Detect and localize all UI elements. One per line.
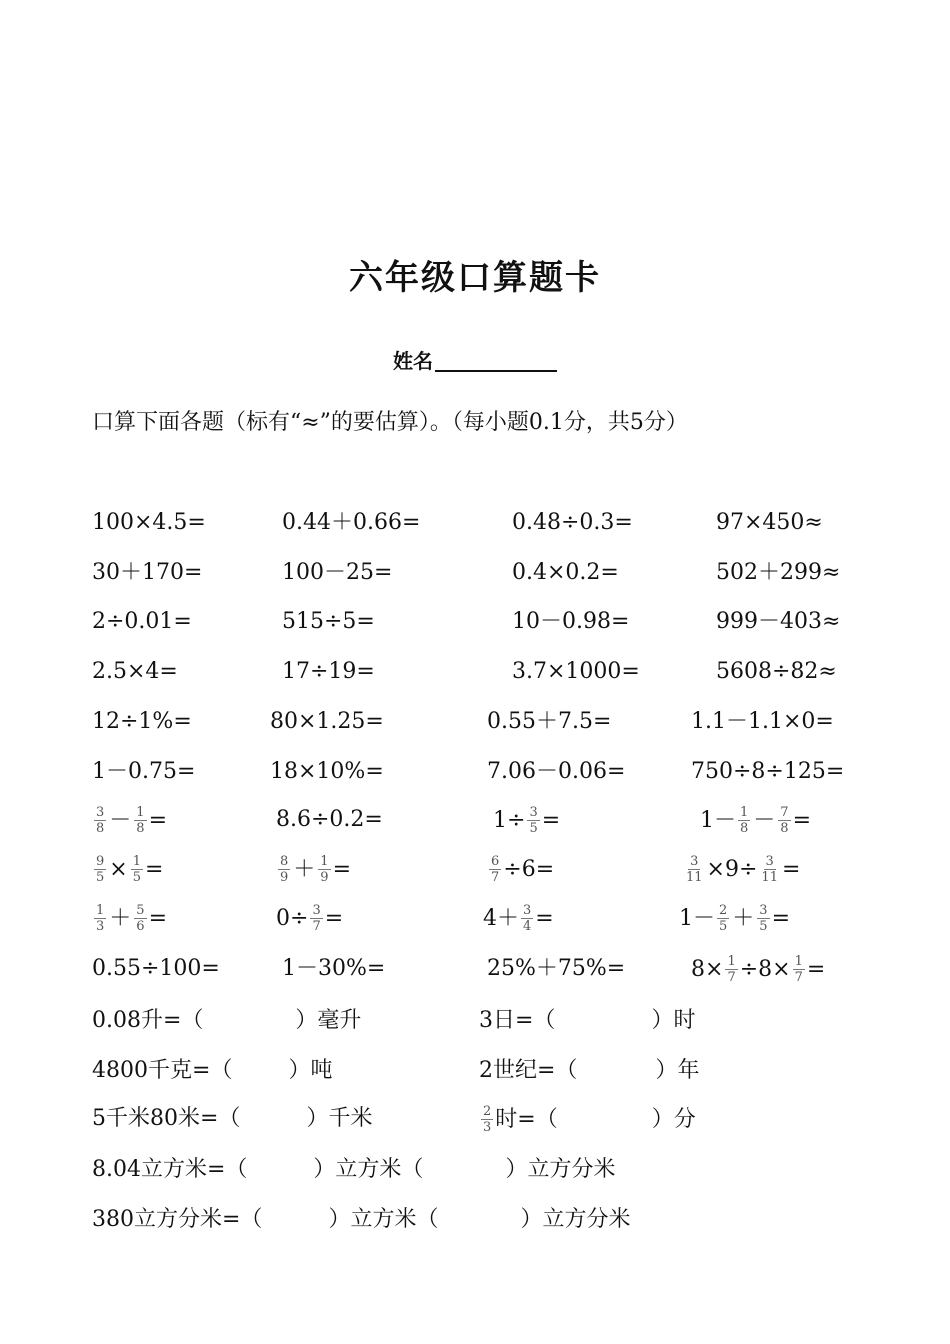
problem-r1-c3: 0.48÷0.3= bbox=[512, 510, 633, 535]
name-blank[interactable] bbox=[435, 348, 557, 372]
conversion-7: 8.04立方米=（ ）立方米（ ）立方分米 bbox=[92, 1157, 616, 1182]
fraction: $\frac{1}{9}$ bbox=[320, 854, 329, 885]
name-label: 姓名 bbox=[393, 349, 433, 373]
problem-r8-c1: $\frac{9}{5}$ × $\frac{1}{5}$ = bbox=[96, 854, 164, 885]
problem-r5-c3: 0.55＋7.5= bbox=[487, 709, 612, 734]
fraction: $\frac{3}{4}$ bbox=[523, 903, 532, 934]
problem-r10-c1: 0.55÷100= bbox=[92, 956, 220, 981]
instruction-text: 口算下面各题（标有“≈”的要估算）。（每小题0.1分，共5分） bbox=[92, 410, 688, 435]
problem-r4-c2: 17÷19= bbox=[282, 659, 375, 684]
fraction: $\frac{3}{7}$ bbox=[312, 903, 321, 934]
problem-r4-c1: 2.5×4= bbox=[92, 659, 178, 684]
problem-r8-c4: $\frac{3}{11}$ ×9÷ $\frac{3}{11}$ = bbox=[686, 854, 801, 885]
fraction: $\frac{1}{5}$ bbox=[132, 854, 141, 885]
problem-r5-c1: 12÷1%= bbox=[92, 709, 192, 734]
fraction: $\frac{3}{5}$ bbox=[529, 805, 538, 836]
problem-r1-c2: 0.44＋0.66= bbox=[282, 510, 421, 535]
fraction: $\frac{5}{6}$ bbox=[136, 903, 145, 934]
problem-r9-c2: 0÷ $\frac{3}{7}$ = bbox=[276, 903, 344, 934]
problem-r9-c1: $\frac{1}{3}$ ＋ $\frac{5}{6}$ = bbox=[96, 903, 168, 934]
problem-r7-c4: 1－ $\frac{1}{8}$ － $\frac{7}{8}$ = bbox=[700, 805, 812, 836]
fraction: $\frac{2}{5}$ bbox=[719, 903, 728, 934]
conversion-3: 4800千克=（ ）吨 bbox=[92, 1058, 333, 1083]
problem-r9-c4: 1－ $\frac{2}{5}$ ＋ $\frac{3}{5}$ = bbox=[679, 903, 791, 934]
problem-r6-c2: 18×10%= bbox=[270, 759, 384, 784]
fraction: $\frac{3}{11}$ bbox=[686, 854, 703, 885]
name-field bbox=[0, 345, 950, 374]
problem-r3-c1: 2÷0.01= bbox=[92, 609, 192, 634]
problem-r5-c2: 80×1.25= bbox=[270, 709, 384, 734]
fraction: $\frac{3}{11}$ bbox=[761, 854, 778, 885]
problem-r10-c4: 8× $\frac{1}{7}$ ÷8× $\frac{1}{7}$ = bbox=[691, 954, 826, 985]
problem-r6-c4: 750÷8÷125= bbox=[691, 759, 845, 784]
fraction: $\frac{1}{7}$ bbox=[727, 954, 736, 985]
conversion-2: 3日=（ ）时 bbox=[479, 1008, 696, 1033]
problem-r7-c3: 1÷ $\frac{3}{5}$ = bbox=[493, 805, 561, 836]
problem-r2-c2: 100－25= bbox=[282, 560, 393, 585]
fraction: $\frac{3}{5}$ bbox=[759, 903, 768, 934]
fraction: $\frac{1}{8}$ bbox=[136, 805, 145, 836]
problem-r4-c4: 5608÷82≈ bbox=[716, 659, 837, 684]
problem-r2-c4: 502＋299≈ bbox=[716, 560, 841, 585]
fraction: $\frac{8}{9}$ bbox=[280, 854, 289, 885]
problem-r3-c3: 10－0.98= bbox=[512, 609, 630, 634]
problem-r1-c4: 97×450≈ bbox=[716, 510, 823, 535]
conversion-4: 2世纪=（ ）年 bbox=[479, 1058, 700, 1083]
problem-r7-c1: $\frac{3}{8}$ － $\frac{1}{8}$ = bbox=[96, 805, 168, 836]
problem-r5-c4: 1.1－1.1×0= bbox=[691, 709, 834, 734]
problem-r2-c1: 30＋170= bbox=[92, 560, 203, 585]
fraction: $\frac{1}{8}$ bbox=[740, 805, 749, 836]
conversion-1: 0.08升=（ ）毫升 bbox=[92, 1008, 362, 1033]
problem-r4-c3: 3.7×1000= bbox=[512, 659, 640, 684]
problem-r9-c3: 4＋ $\frac{3}{4}$ = bbox=[483, 903, 554, 934]
fraction: $\frac{1}{3}$ bbox=[96, 903, 105, 934]
page-title: 六年级口算题卡 bbox=[349, 258, 601, 298]
conversion-5: 5千米80米=（ ）千米 bbox=[92, 1106, 373, 1131]
problem-r7-c2: 8.6÷0.2= bbox=[276, 807, 383, 832]
problem-r3-c4: 999－403≈ bbox=[716, 609, 841, 634]
problem-r10-c3: 25%＋75%= bbox=[487, 956, 626, 981]
fraction: $\frac{9}{5}$ bbox=[96, 854, 105, 885]
problem-r2-c3: 0.4×0.2= bbox=[512, 560, 619, 585]
problem-r6-c1: 1－0.75= bbox=[92, 759, 196, 784]
problem-r1-c1: 100×4.5= bbox=[92, 510, 206, 535]
fraction: $\frac{1}{7}$ bbox=[794, 954, 803, 985]
problem-r8-c2: $\frac{8}{9}$ ＋ $\frac{1}{9}$ = bbox=[280, 854, 352, 885]
problem-r10-c2: 1－30%= bbox=[282, 956, 386, 981]
fraction: $\frac{6}{7}$ bbox=[491, 854, 500, 885]
problem-r6-c3: 7.06－0.06= bbox=[487, 759, 626, 784]
fraction: $\frac{2}{3}$ bbox=[483, 1104, 492, 1135]
problem-r8-c3: $\frac{6}{7}$ ÷6= bbox=[491, 854, 555, 885]
fraction: $\frac{7}{8}$ bbox=[780, 805, 789, 836]
conversion-8: 380立方分米=（ ）立方米（ ）立方分米 bbox=[92, 1207, 631, 1232]
fraction: $\frac{3}{8}$ bbox=[96, 805, 105, 836]
problem-r3-c2: 515÷5= bbox=[282, 609, 375, 634]
conversion-6: $\frac{2}{3}$ 时=（ ）分 bbox=[483, 1104, 696, 1135]
